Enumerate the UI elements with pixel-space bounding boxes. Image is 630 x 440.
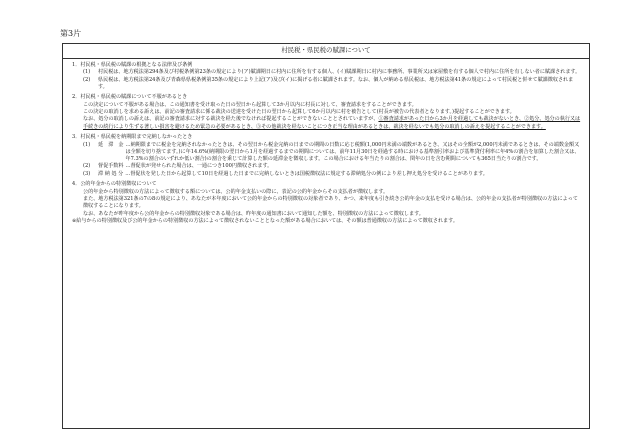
- section-heading: 2．村民税・県民税の賦課について不服があるとき: [72, 94, 188, 101]
- paragraph: なお、あなたが昨年度から公的年金からの特別徴収対象である場合は、昨年度の通知書において通知した額を、特別徴収の方法によって徴収します。: [83, 210, 424, 217]
- list-item: [83, 77, 581, 92]
- list-item: [83, 171, 581, 178]
- list-item: [83, 163, 581, 170]
- notice-content: [63, 59, 589, 225]
- paragraph: この決定の取消しを求める訴えは、前記の審査請求に係る裁決の送達を受けた日の翌日から起算して6か月以内に村を被告として(村長が被告の代表者となります。)提起することができます。: [83, 109, 515, 116]
- item-text: 県民税は、地方税法第24条及び青森県県税条例第35条の規定により上記(ア)及び(イ)に掲げる者に賦課されます。なお、個人が納める県民税は、地方税法第41条の規定によって村民税と併せて賦課徴収されます。: [98, 76, 574, 90]
- item-number: (2): [83, 76, 91, 83]
- section-late-payment: [72, 134, 581, 178]
- footnote: [72, 218, 581, 225]
- item-text: 村民税は、地方税法第294条及び村税条例第23条の規定により(ア)賦課期日に村内に住所を有する個人、(イ)賦課期日に村内に事務所、事業所又は家屋敷を有する個人で村内に住所を有しない者に賦課されます。: [98, 69, 581, 76]
- section-appeal: [72, 94, 581, 130]
- list-item: [83, 69, 581, 76]
- paragraph: 公的年金から特別徴収の方法によって徴収する額については、公的年金支払いの際に、表記の公的年金からその支払者が徴収します。: [83, 188, 389, 195]
- item-label: 延 滞 金: [98, 141, 124, 148]
- section-heading: 1．村民税・県民税の賦課の根拠となる法律及び条例: [72, 62, 193, 68]
- item-number: (1): [83, 141, 91, 148]
- section-heading: 4．公的年金からの特別徴収について: [72, 181, 157, 188]
- section-pension-withholding: [72, 181, 581, 225]
- note-mark: ※: [72, 217, 77, 224]
- item-text: …督促状を発した日から起算して10日を経過した日までに完納しないときは国税徴収法に規定する滞納処分の例により差し押え処分を受けることがあります。: [125, 170, 488, 177]
- frame-title: 村民税・県民税の賦課について: [63, 44, 589, 59]
- paragraph: [83, 116, 581, 131]
- paragraph: この決定について不服がある場合は、この通知書を受け取った日の翌日から起算して3か月以内に村長に対して、審査請求をすることができます。: [83, 101, 417, 108]
- item-label: 督促手数料: [98, 163, 124, 170]
- page-label: 第3片: [60, 29, 82, 38]
- section-heading: 3．村民税・県民税を納期限まで完納しなかったとき: [72, 134, 193, 141]
- item-number: (3): [83, 170, 91, 177]
- list-item: [83, 142, 581, 164]
- item-text: …納期限までに税金を完納されなかったときは、その翌日から税金完納の日までの期間の日数に応じ税額(1,000円未満の端数があるとき、又はその全額が2,000円未満であるときは、その端数金額又は全額を切り捨てます。)に年14.6%(納期限の翌日から1月を経過するまでの期間については、前年11月30日を経過する時における基準割引率および基準貸付利率に年4%の割合を加算した割合又は、年7.3%の割合のいずれか低い割合)の割合を乗じて計算した額の延滞金を徴収します。この場合における年当たりの割合は、閏年の日を含む期間についても365日当たりの割合です。: [125, 141, 580, 163]
- underlined-text: ①審査請求があった日から3か月を経過しても裁決がないとき、②処分、処分の執行又は手続きの続行により生ずる著しい損害を避けるため緊急の必要があるとき、③その他裁決を経ないことにつき正当な理由があるときは、裁決を経ないでも処分の取消しの訴えを提起することができます。: [83, 116, 581, 130]
- paragraph: また、地方税法第321条の7の8の規定により、あなたが本年度において公的年金からの特別徴収の対象者であり、かつ、来年度も引き続き公的年金の支払を受ける場合は、公的年金の支払者が特別徴収の方法によって徴収することになります。: [83, 195, 578, 210]
- notice-frame: [62, 43, 590, 429]
- item-label: 滞 納 処 分: [98, 170, 124, 177]
- section-legal-basis: [72, 62, 581, 91]
- item-number: (2): [83, 163, 91, 170]
- item-text: …督促状が発せられた場合は、一通につき100円徴収されます。: [125, 163, 273, 170]
- paragraph-lead: なお、処分の取消しの訴えは、前記の審査請求に対する裁決を経た後でなければ提起することができないこととされていますが、: [83, 116, 379, 123]
- note-text: 給与からの特別徴収及び公的年金からの特別徴収の方法によって徴収されないこととなった額がある場合においては、その額は普通徴収の方法によって徴収されます。: [76, 217, 458, 224]
- item-number: (1): [83, 69, 91, 76]
